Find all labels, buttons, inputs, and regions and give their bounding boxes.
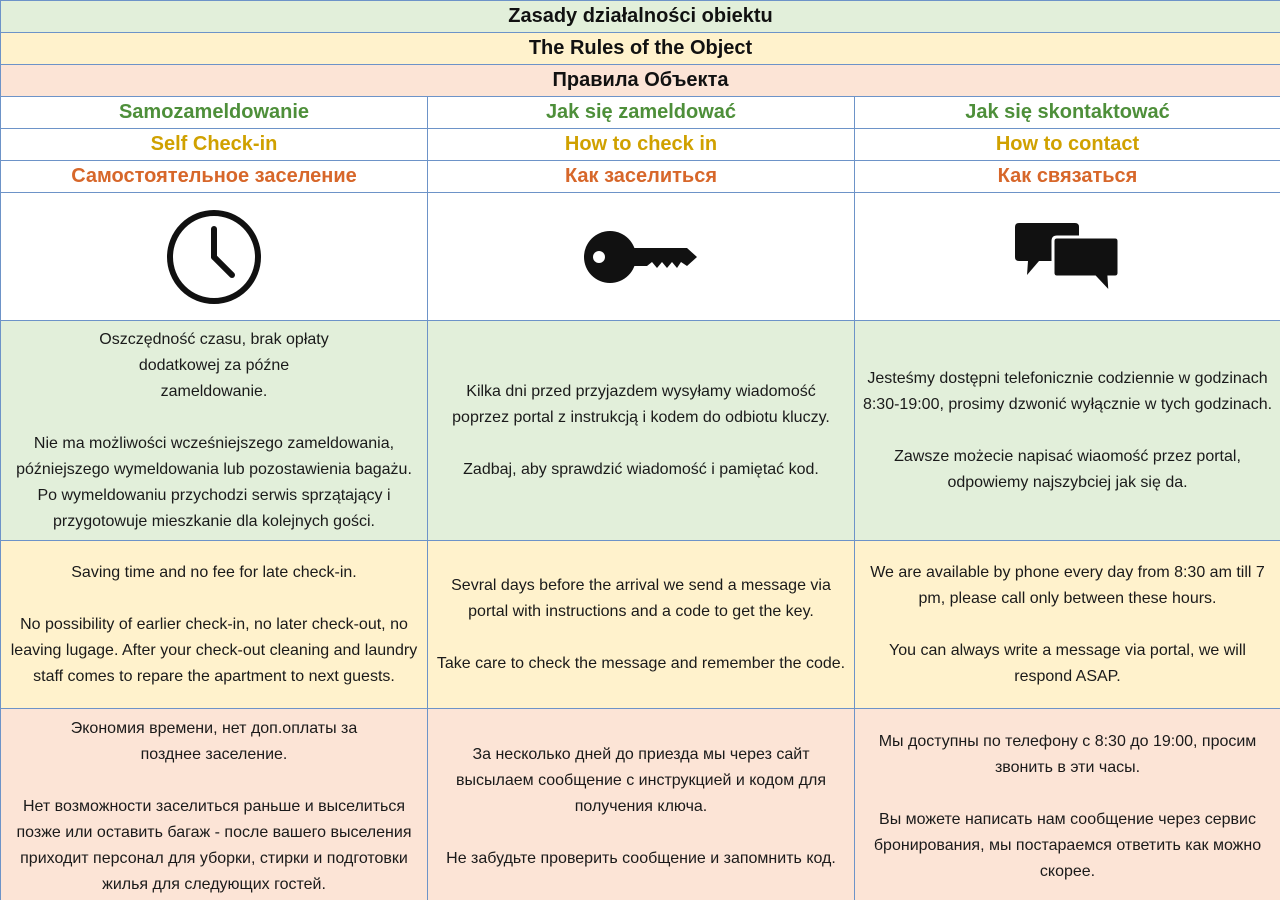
clock-cell [1,193,428,321]
heading-how-checkin-en: How to check in [428,129,855,161]
paragraph: Kilka dni przed przyjazdem wysyłamy wiadomość poprzez portal z instrukcją i kodem do odbiotu kluczy. [452,382,830,426]
paragraph: We are available by phone every day from 8:30 am till 7 pm, please call only between these hours. [870,563,1265,607]
paragraph: Не забудьте проверить сообщение и запомнить код. [446,849,836,867]
heading-contact-ru: Как связаться [855,161,1280,193]
body-row-pl [1,321,1280,541]
paragraph: Oszczędność czasu, brak opłaty dodatkowej za późne zameldowanie. [99,330,329,400]
paragraph: Нет возможности заселиться раньше и выселиться позже или оставить багаж - после вашего выселения приходит персонал для уборки, стирки и подготовки жилья для следующих гостей. [16,797,412,893]
chat-cell [855,193,1280,321]
paragraph: Вы можете написать нам сообщение через сервис бронирования, мы постараемся ответить как можно скорее. [873,810,1262,880]
paragraph: Экономия времени, нет доп.оплаты за позднее заселение. [70,719,358,763]
paragraph: Saving time and no fee for late check-in. [71,563,357,581]
title-en: The Rules of the Object [1,33,1280,65]
heading-contact-pl: Jak się skontaktować [855,97,1280,129]
heading-contact-en: How to contact [855,129,1280,161]
paragraph: You can always write a message via portal, we will respond ASAP. [889,641,1246,685]
heading-self-checkin-en: Self Check-in [1,129,428,161]
title-row-ru [1,65,1280,97]
heading-self-checkin-pl: Samozameldowanie [1,97,428,129]
chat-bubbles-icon [1013,219,1123,295]
paragraph: Zawsze możecie napisać wiaomość przez portal, odpowiemy najszybciej jak się da. [894,447,1241,491]
key-icon [583,227,699,287]
paragraph: Take care to check the message and remember the code. [436,654,846,672]
heading-row-en [1,129,1280,161]
contact-text-pl [855,321,1280,541]
icon-row [1,193,1280,321]
self-checkin-text-pl [1,321,428,541]
key-cell [428,193,855,321]
how-checkin-text-pl [428,321,855,541]
self-checkin-text-ru [1,709,428,900]
body-row-ru [1,709,1280,900]
contact-text-ru [855,709,1280,900]
self-checkin-text-en [1,541,428,709]
paragraph: За несколько дней до приезда мы через сайт высылаем сообщение с инструкцией и кодом для получения ключа. [456,745,826,815]
paragraph: Sevral days before the arrival we send a message via portal with instructions and a code to get the key. [451,576,831,620]
heading-how-checkin-ru: Как заселиться [428,161,855,193]
how-checkin-text-en [428,541,855,709]
how-checkin-text-ru [428,709,855,900]
paragraph: No possibility of earlier check-in, no later check-out, no leaving lugage. After your check-out cleaning and laundry staff comes to repare the apartment to next guests. [10,615,418,685]
heading-how-checkin-pl: Jak się zameldować [428,97,855,129]
heading-self-checkin-ru: Самостоятельное заселение [1,161,428,193]
title-pl: Zasady działalności obiektu [1,1,1280,33]
title-row-en [1,33,1280,65]
heading-row-pl [1,97,1280,129]
paragraph: Nie ma możliwości wcześniejszego zameldowania, późniejszego wymeldowania lub pozostawienia bagażu. Po wymeldowaniu przychodzi serwis sprzątający i przygotowuje mieszkanie dla kolejnych gości. [16,434,412,530]
paragraph: Мы доступны по телефону с 8:30 до 19:00, просим звонить в эти часы. [878,732,1257,776]
clock-icon [164,207,264,307]
contact-text-en [855,541,1280,709]
body-row-en [1,541,1280,709]
title-row-pl [1,1,1280,33]
paragraph: Jesteśmy dostępni telefonicznie codziennie w godzinach 8:30-19:00, prosimy dzwonić wyłącznie w tych godzinach. [862,369,1273,413]
heading-row-ru [1,161,1280,193]
title-ru: Правила Объекта [1,65,1280,97]
paragraph: Zadbaj, aby sprawdzić wiadomość i pamiętać kod. [463,460,819,478]
